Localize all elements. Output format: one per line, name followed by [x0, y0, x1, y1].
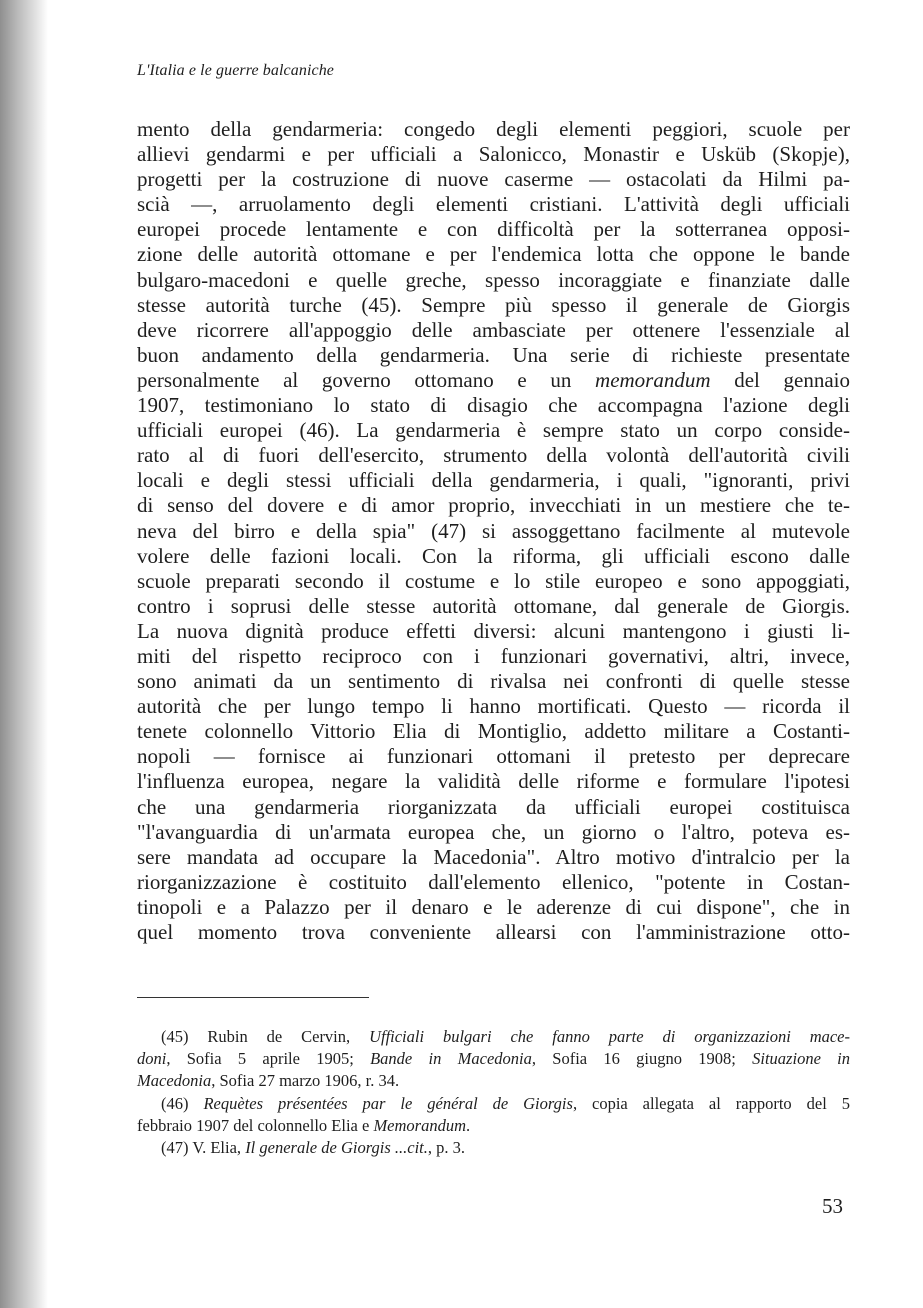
text-line: rato al di fuori dell'esercito, strumento della volontà dell'autorità civili	[137, 443, 850, 468]
text-run: , Sofia 16 giugno 1908;	[531, 1049, 753, 1069]
text-run: (45) Rubin de Cervin,	[161, 1027, 370, 1046]
text-line: l'influenza europea, negare la validità delle riforme e formulare l'ipotesi	[137, 769, 850, 794]
footnote-46-end	[137, 1115, 850, 1137]
text-line: tinopoli e a Palazzo per il denaro e le aderenze di cui dispone", che in	[137, 894, 850, 919]
text-run: febbraio 1907 del colonnello Elia e	[137, 1115, 374, 1135]
text-line: di senso del dovere e di amor proprio, invecchiati in un mestiere che te-	[137, 493, 850, 518]
footnote-45-cont	[137, 1048, 850, 1070]
italic-title: Ufficiali bulgari che fanno parte di organizzazioni mace-	[369, 1027, 850, 1046]
text-line: quel momento trova conveniente allearsi con l'amministrazione otto-	[137, 920, 850, 944]
italic-title: Bande in Macedonia	[370, 1049, 532, 1069]
footnote-45-end	[137, 1070, 850, 1092]
text-run: , p. 3.	[427, 1137, 465, 1157]
italic-title: Situazione in	[752, 1049, 850, 1069]
text-line: La nuova dignità produce effetti diversi: alcuni mantengono i giusti li-	[137, 618, 850, 643]
text-run: , copia allegata al rapporto del 5	[572, 1093, 850, 1113]
footnote-47	[137, 1137, 850, 1159]
text-line: mento della gendarmeria: congedo degli elementi peggiori, scuole per	[137, 117, 850, 141]
text-line: nopoli — fornisce ai funzionari ottomani il pretesto per deprecare	[137, 744, 850, 769]
text-line: ufficiali europei (46). La gendarmeria è sempre stato un corpo conside-	[137, 418, 850, 443]
footnotes	[137, 1026, 850, 1159]
text-run: personalmente al governo ottomano e un	[137, 367, 596, 392]
text-line: riorganizzazione è costituito dall'elemento ellenico, "potente in Costan-	[137, 869, 850, 894]
italic-title: Memorandum	[373, 1115, 467, 1135]
italic-title: Macedonia	[137, 1071, 212, 1091]
text-line: locali e degli stessi ufficiali della gendarmeria, i quali, "ignoranti, privi	[137, 468, 850, 493]
running-head: L'Italia e le guerre balcaniche	[137, 62, 334, 79]
italic-title: Il generale de Giorgis ...cit.	[245, 1137, 428, 1157]
text-run: del gennaio	[710, 367, 850, 392]
text-line: deve ricorrere all'appoggio delle ambasciate per ottenere l'essenziale al	[137, 317, 850, 342]
italic-title: Requètes présentées par le général de Giorgis	[203, 1093, 573, 1113]
text-line: sono animati da un sentimento di rivalsa nei confronti di quelle stesse	[137, 669, 850, 694]
text-line: 1907, testimoniano lo stato di disagio che accompagna l'azione degli	[137, 393, 850, 418]
text-line: che una gendarmeria riorganizzata da ufficiali europei costituisca	[137, 794, 850, 819]
text-run: , Sofia 27 marzo 1906, r. 34.	[211, 1071, 400, 1091]
text-line: autorità che per lungo tempo li hanno mortificati. Questo — ricorda il	[137, 694, 850, 719]
text-run: , Sofia 5 aprile 1905;	[166, 1049, 371, 1069]
italic-term: memorandum	[595, 367, 711, 392]
italic-title: doni	[137, 1049, 167, 1069]
text-run: (46)	[161, 1093, 204, 1113]
text-line: stesse autorità turche (45). Sempre più spesso il generale de Giorgis	[137, 292, 850, 317]
text-run: (47) V. Elia,	[161, 1137, 246, 1157]
text-line: scià —, arruolamento degli elementi cristiani. L'attività degli ufficiali	[137, 192, 850, 217]
footnote-45	[137, 1026, 850, 1048]
text-line: europei procede lentamente e con difficoltà per la sotterranea opposi-	[137, 217, 850, 242]
text-line: zione delle autorità ottomane e per l'endemica lotta che oppone le bande	[137, 242, 850, 267]
text-run: .	[466, 1115, 471, 1135]
text-line: buon andamento della gendarmeria. Una serie di richieste presentate	[137, 342, 850, 367]
text-line: allievi gendarmi e per ufficiali a Salonicco, Monastir e Usküb (Skopje),	[137, 142, 850, 167]
text-line: contro i soprusi delle stesse autorità ottomane, dal generale de Giorgis.	[137, 593, 850, 618]
text-line: tenete colonnello Vittorio Elia di Montiglio, addetto militare a Costanti-	[137, 719, 850, 744]
text-line: bulgaro-macedoni e quelle greche, spesso incoraggiate e finanziate dalle	[137, 267, 850, 292]
page-number: 53	[822, 1194, 843, 1218]
text-line-memorandum	[137, 368, 850, 393]
footnote-46	[137, 1093, 850, 1115]
text-line: progetti per la costruzione di nuove caserme — ostacolati da Hilmi pa-	[137, 167, 850, 192]
text-line: sere mandata ad occupare la Macedonia". Altro motivo d'intralcio per la	[137, 844, 850, 869]
text-line: miti del rispetto reciproco con i funzionari governativi, altri, invece,	[137, 643, 850, 668]
text-line: volere delle fazioni locali. Con la riforma, gli ufficiali escono dalle	[137, 543, 850, 568]
footnote-separator	[137, 997, 369, 998]
text-line: scuole preparati secondo il costume e lo stile europeo e sono appoggiati,	[137, 568, 850, 593]
text-line: "l'avanguardia di un'armata europea che, un giorno o l'altro, poteva es-	[137, 819, 850, 844]
text-line: neva del birro e della spia" (47) si assoggettano facilmente al mutevole	[137, 518, 850, 543]
body-text	[137, 117, 850, 945]
binding-gutter-shadow	[0, 0, 48, 1308]
